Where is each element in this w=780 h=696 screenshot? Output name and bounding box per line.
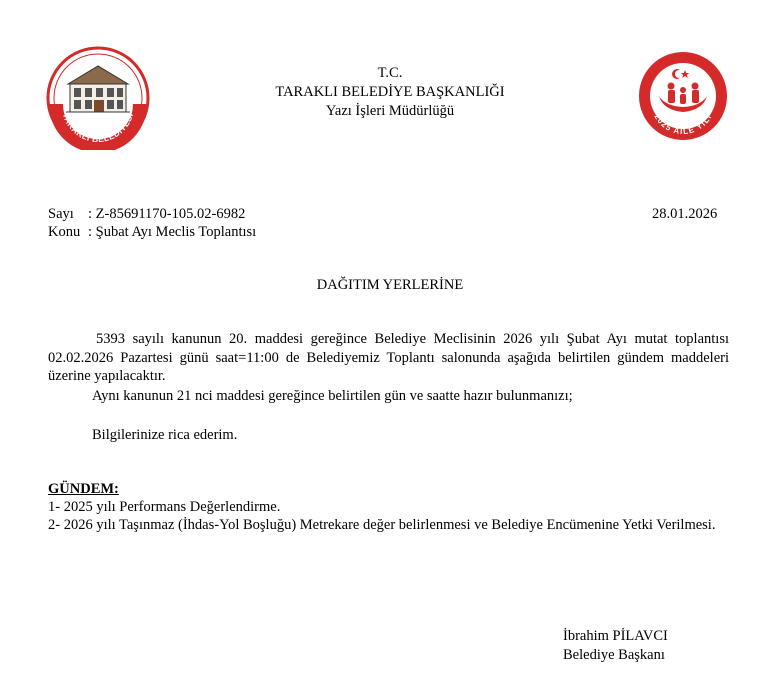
recipient-heading: DAĞITIM YERLERİNE: [316, 277, 464, 293]
subject: [48, 223, 256, 241]
subject-value: : Şubat Ayı Meclis Toplantısı: [88, 224, 257, 240]
agenda-item-2: 2- 2026 yılı Taşınmaz (İhdas-Yol Boşluğu) Metrekare değer belirlenmesi ve Belediye Encümenine Yetki Verilmesi.: [48, 517, 716, 533]
agenda-title-text: GÜNDEM:: [48, 481, 119, 497]
document-date: 28.01.2026: [652, 206, 718, 222]
signatory-title: Belediye Başkanı: [563, 647, 665, 663]
signatory-name: İbrahim PİLAVCI: [563, 628, 668, 644]
family-year-emblem-icon: [637, 50, 729, 142]
header-tc: T.C.: [377, 65, 403, 81]
body-paragraph-1: [48, 330, 729, 386]
svg-text:2025 AİLE YILI: 2025 AİLE YILI: [652, 112, 714, 137]
family-year-logo: [637, 50, 729, 142]
reference-number: [48, 205, 245, 223]
reference-value: : Z-85691170-105.02-6982: [88, 206, 246, 222]
header-municipality: TARAKLI BELEDİYE BAŞKANLIĞI: [275, 84, 505, 100]
body-paragraph-2: Aynı kanunun 21 nci maddesi gereğince belirtilen gün ve saatte hazır bulunmanızı;: [92, 388, 573, 404]
agenda-item-1: 1- 2025 yılı Performans Değerlendirme.: [48, 499, 281, 515]
reference-label: Sayı: [48, 206, 74, 222]
subject-label: Konu: [48, 224, 81, 240]
body-paragraph-1-text: 5393 sayılı kanunun 20. maddesi gereğince Belediye Meclisinin 2026 yılı Şubat Ayı mutat toplantısı 02.02.2026 Pazartesi günü saat=11:00 de Belediyemiz Toplantı salonunda aşağıda belirtilen gündem maddeleri üzerine yapılacaktır.: [48, 331, 729, 384]
body-paragraph-3: Bilgilerinize rica ederim.: [92, 427, 238, 443]
header-department: Yazı İşleri Müdürlüğü: [325, 103, 455, 119]
svg-text:TARAKLI BELEDİYESİ: TARAKLI BELEDİYESİ: [60, 111, 136, 145]
agenda-title: [48, 480, 119, 498]
